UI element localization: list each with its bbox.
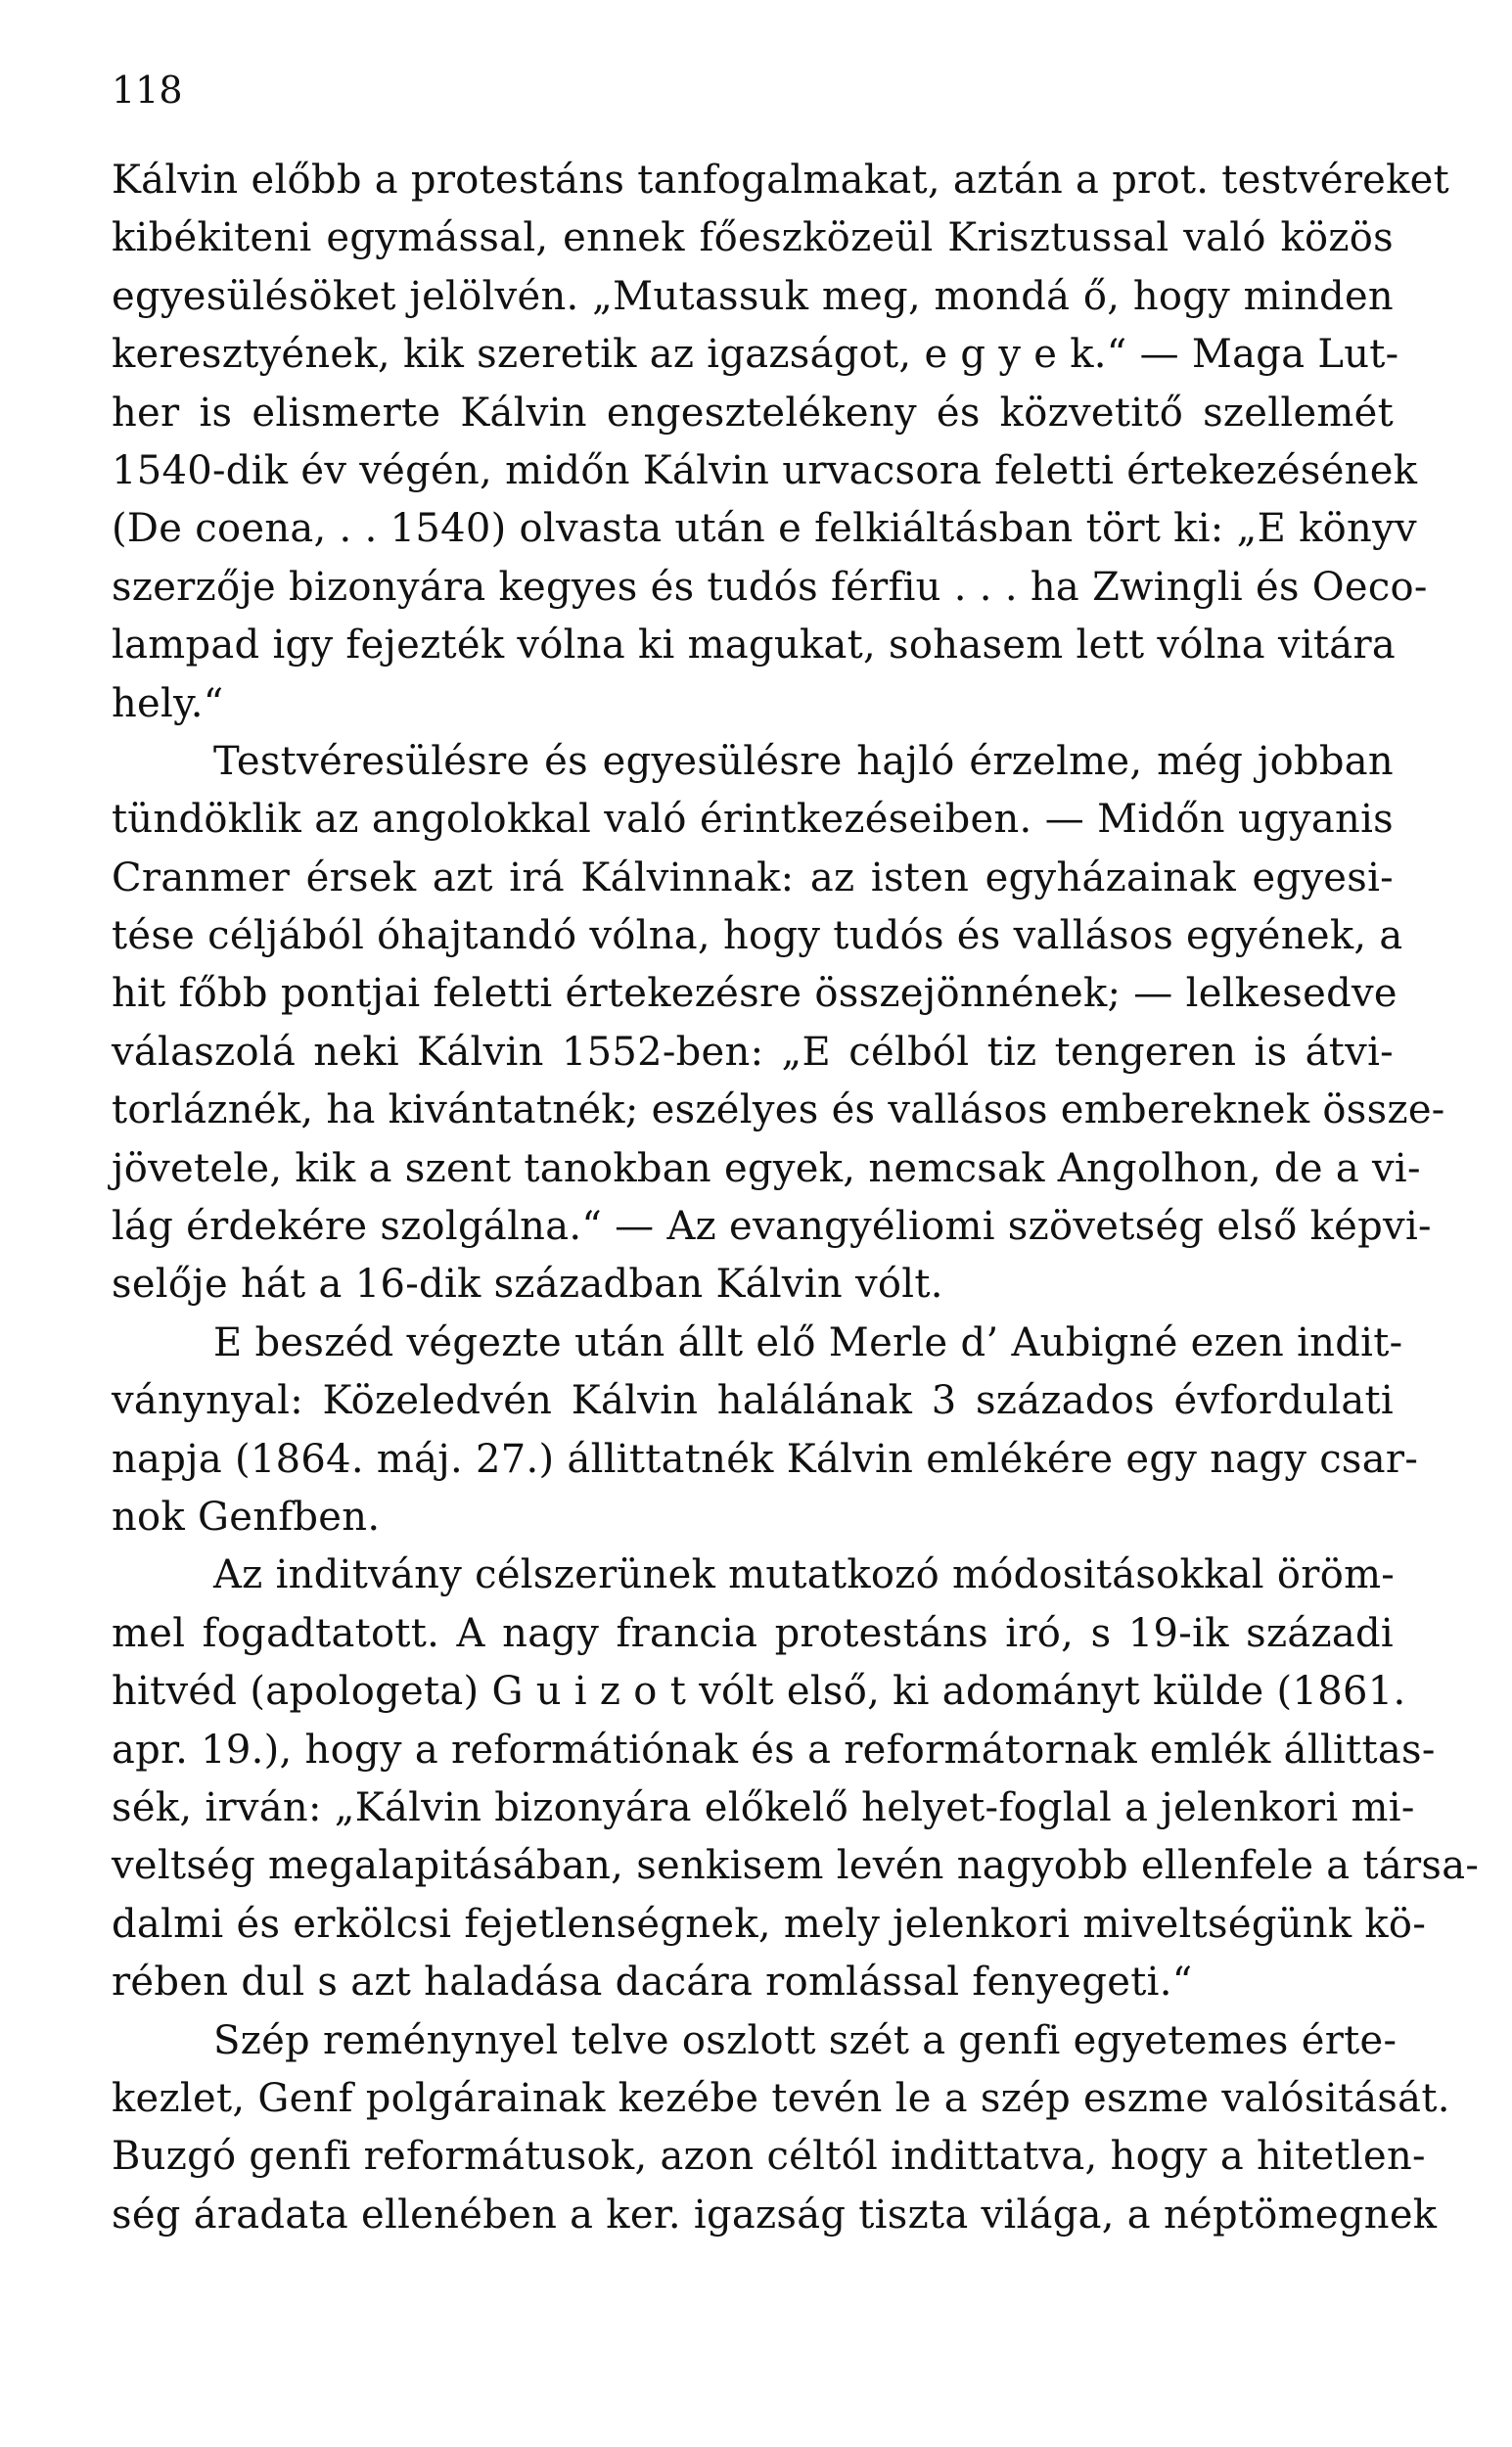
text-line: szerzője bizonyára kegyes és tudós férfiu . . . ha Zwingli és Oeco- [112, 564, 1428, 610]
paragraph-end-line: nok Genfben. [112, 1494, 381, 1540]
text-line: napja (1864. máj. 27.) állittatnék Kálvin emlékére egy nagy csar- [112, 1436, 1419, 1482]
text-line: tündöklik az angolokkal való érintkezéseiben. — Midőn ugyanis [112, 797, 1394, 843]
paragraph-start-line: Testvéresülésre és egyesülésre hajló érzelme, még jobban [213, 738, 1394, 784]
paragraph-start-line: Szép reménynyel telve oszlott szét a genfi egyetemes érte- [213, 2017, 1397, 2063]
text-line: Kálvin előbb a protestáns tanfogalmakat, aztán a prot. testvéreket [112, 158, 1450, 203]
body-text [112, 152, 1480, 2244]
text-line: sék, irván: „Kálvin bizonyára előkelő helyet-foglal a jelenkori mi- [112, 1784, 1415, 1830]
text-line: lág érdekére szolgálna.“ — Az evangyéliomi szövetség első képvi- [112, 1204, 1432, 1250]
text-line: torláznék, ha kivántatnék; eszélyes és vallásos embereknek össze- [112, 1087, 1445, 1133]
text-line: válaszolá neki Kálvin 1552-ben: „E célból tiz tengeren is átvi- [112, 1029, 1394, 1075]
text-line: kibékiteni egymással, ennek főeszközeül Krisztussal való közös [112, 215, 1394, 261]
paragraph-start-line: E beszéd végezte után állt elő Merle d’ Aubigné ezen indit- [213, 1319, 1403, 1365]
text-line: hitvéd (apologeta) G u i z o t vólt első, ki adományt külde (1861. [112, 1669, 1406, 1715]
text-line: Buzgó genfi reformátusok, azon céltól indittatva, hogy a hitetlen- [112, 2134, 1426, 2180]
text-line: Cranmer érsek azt irá Kálvinnak: az isten egyházainak egyesi- [112, 854, 1394, 900]
text-line: (De coena, . . 1540) olvasta után e felkiáltásban tört ki: „E könyv [112, 506, 1417, 552]
text-line: keresztyének, kik szeretik az igazságot, e g y e k.“ — Maga Lut- [112, 332, 1399, 378]
text-line: apr. 19.), hogy a reformátiónak és a reformátornak emlék állittas- [112, 1727, 1436, 1773]
text-line: hit főbb pontjai feletti értekezésre összejönnének; — lelkesedve [112, 971, 1397, 1017]
paragraph-start-line: Az inditvány célszerünek mutatkozó módositásokkal öröm- [213, 1552, 1396, 1598]
text-line: her is elismerte Kálvin engesztelékeny és közvetitő szellemét [112, 390, 1394, 436]
text-line: ványnyal: Közeledvén Kálvin halálának 3 százados évfordulati [112, 1378, 1394, 1424]
paragraph-end-line: rében dul s azt haladása dacára romlással fenyegeti.“ [112, 1960, 1193, 2006]
paragraph-end-line: hely.“ [112, 680, 224, 726]
text-line: jövetele, kik a szent tanokban egyek, nemcsak Angolhon, de a vi- [112, 1145, 1421, 1191]
text-line: lampad igy fejezték vólna ki magukat, sohasem lett vólna vitára [112, 623, 1397, 669]
text-line: ség áradata ellenében a ker. igazság tiszta világa, a néptömegnek [112, 2192, 1438, 2238]
text-line: 1540-dik év végén, midőn Kálvin urvacsora feletti értekezésének [112, 447, 1418, 493]
text-line: mel fogadtatott. A nagy francia protestáns iró, s 19-ik századi [112, 1610, 1394, 1656]
text-line: egyesülésöket jelölvén. „Mutassuk meg, mondá ő, hogy minden [112, 273, 1394, 319]
text-line: veltség megalapitásában, senkisem levén nagyobb ellenfele a társa- [112, 1843, 1480, 1889]
text-line: kezlet, Genf polgárainak kezébe tevén le a szép eszme valósitását. [112, 2075, 1450, 2121]
paragraph-end-line: selője hát a 16-dik században Kálvin vólt. [112, 1262, 943, 1308]
text-line: tése céljából óhajtandó vólna, hogy tudós és vallásos egyének, a [112, 913, 1403, 959]
text-line: dalmi és erkölcsi fejetlenségnek, mely jelenkori miveltségünk kö- [112, 1901, 1427, 1947]
page-number: 118 [112, 69, 183, 112]
